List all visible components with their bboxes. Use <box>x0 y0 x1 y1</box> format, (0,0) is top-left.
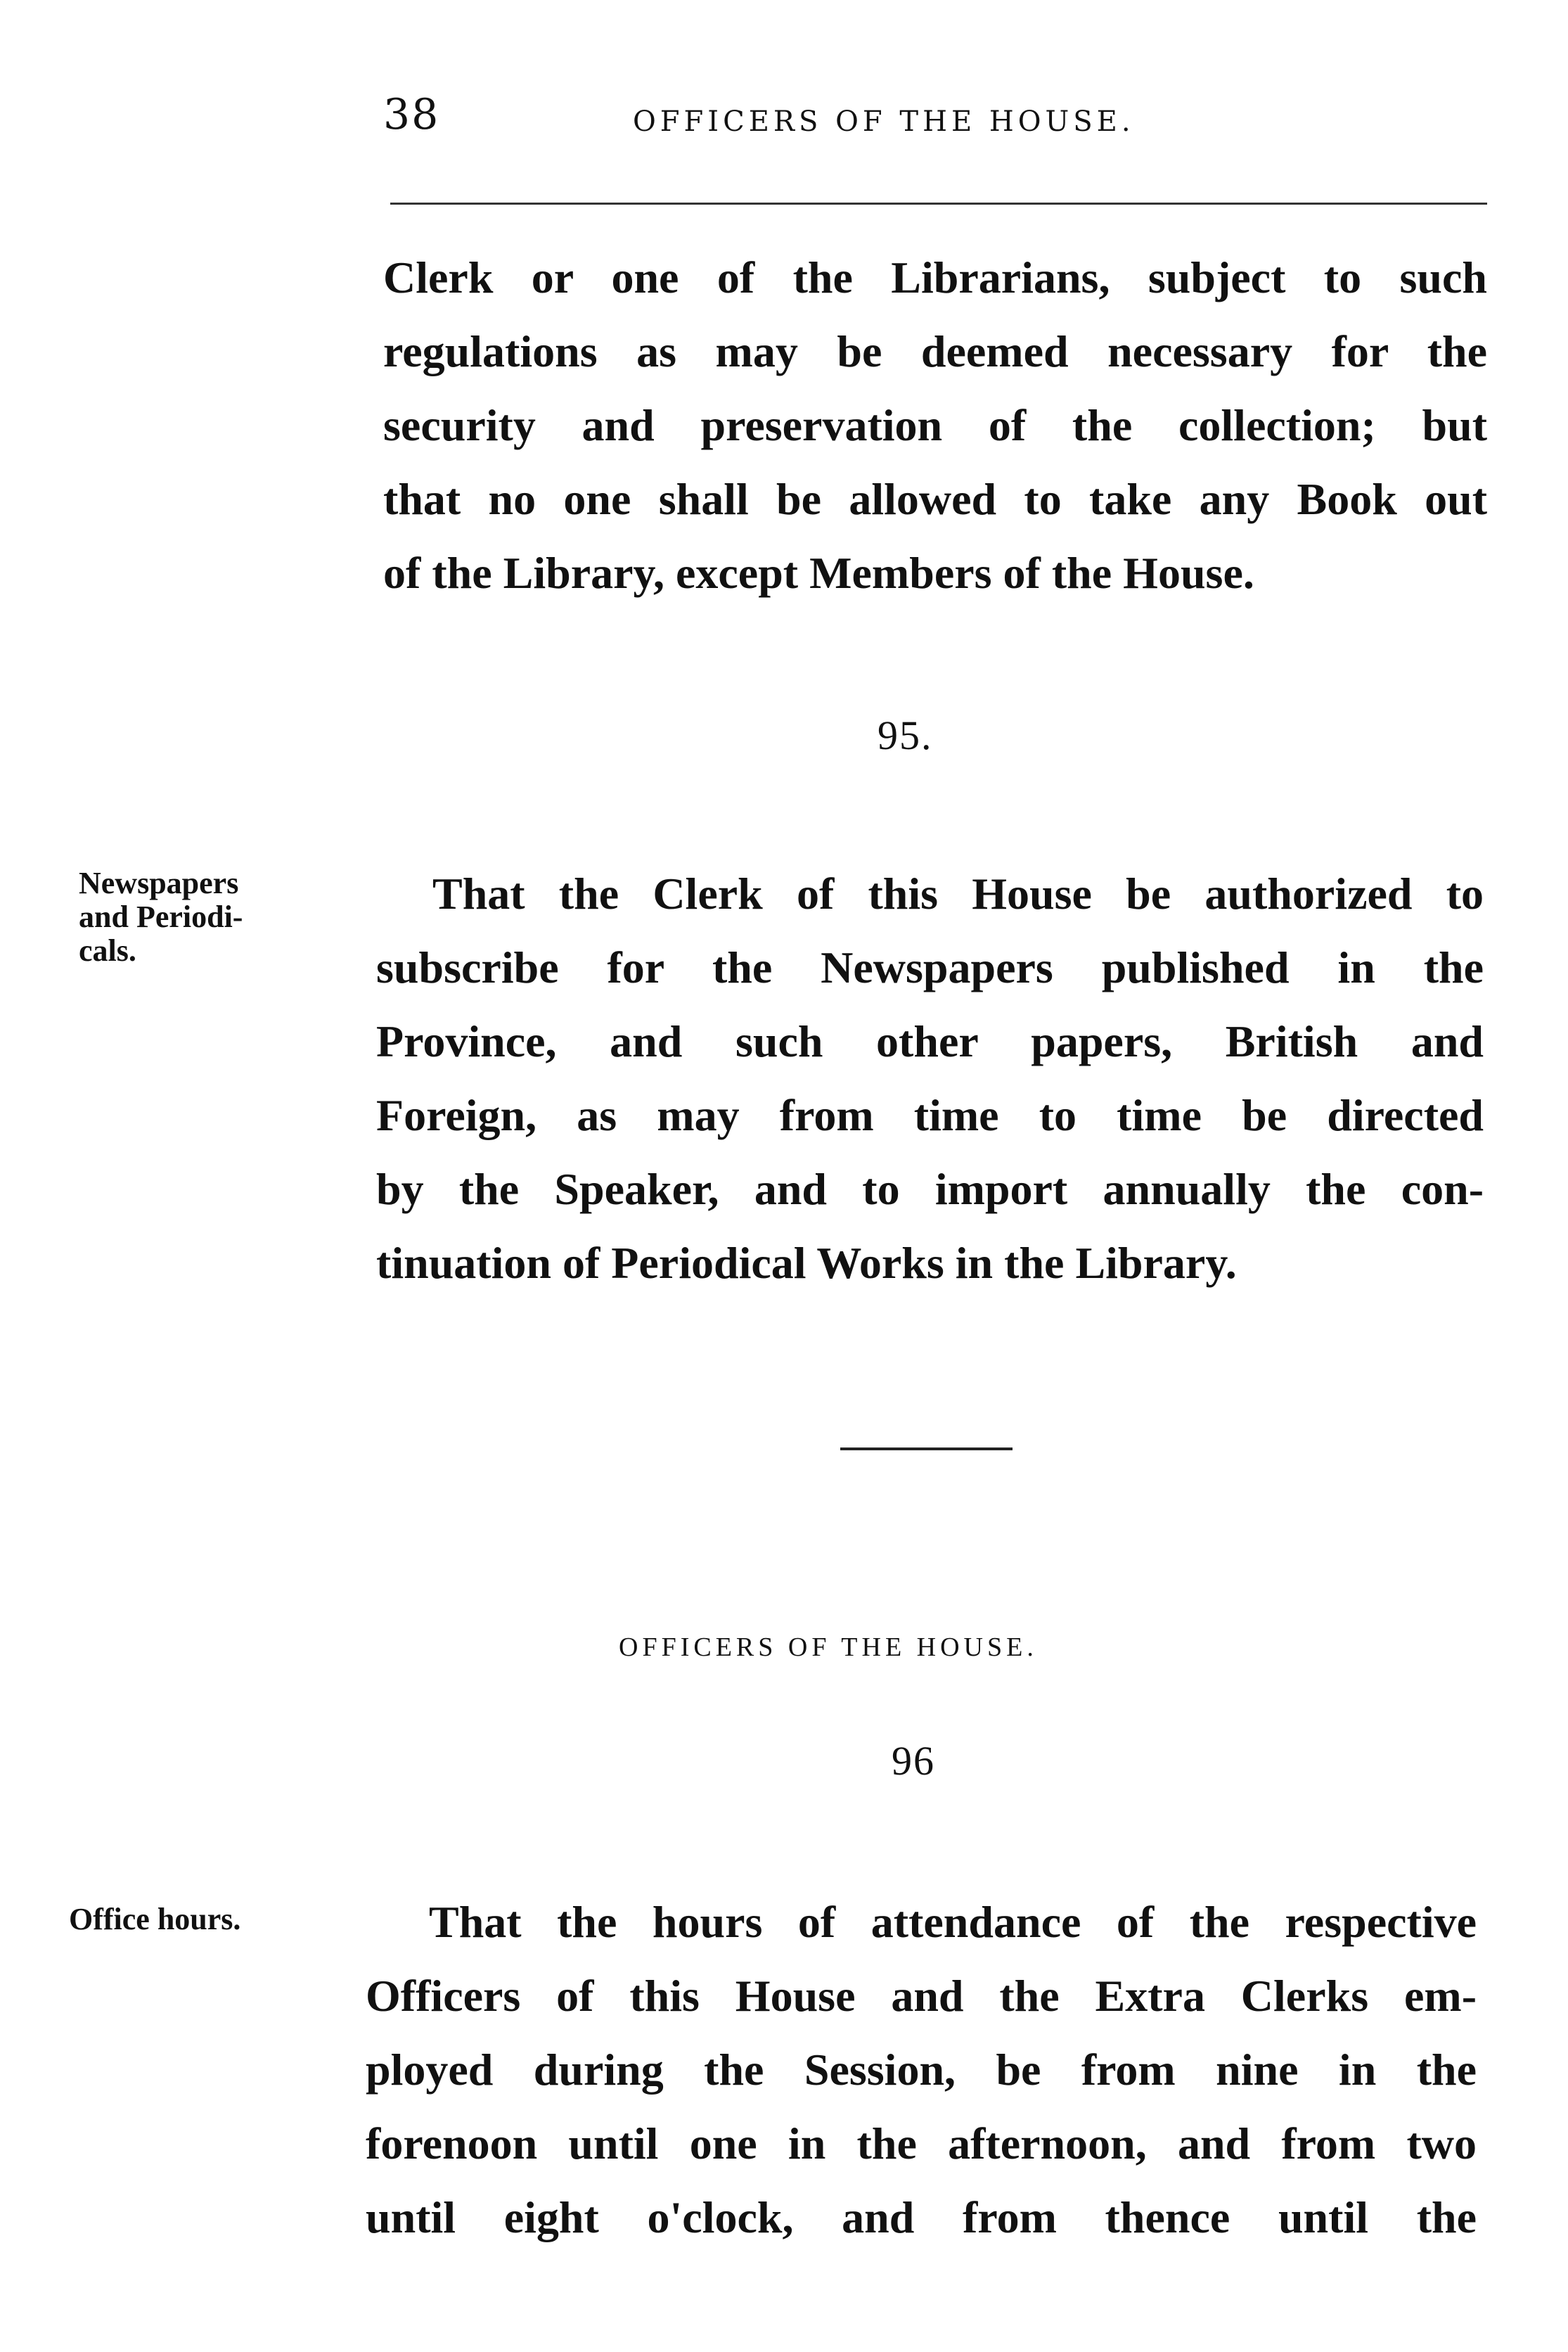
margin-note-line: Newspapers <box>79 866 239 900</box>
paragraph-line: of the Library, except Members of the House. <box>383 548 1254 598</box>
margin-note-line: Office hours. <box>69 1902 241 1936</box>
rule-number-95: 95. <box>878 712 933 758</box>
header-divider <box>390 203 1487 205</box>
rule-number-96: 96 <box>892 1738 935 1784</box>
paragraph-line: by the Speaker, and to import annually the con- <box>376 1164 1484 1214</box>
paragraph-line: That the Clerk of this House be authorized to <box>432 869 1484 919</box>
margin-note-office-hours <box>69 1903 240 1936</box>
paragraph-line: tinuation of Periodical Works in the Library. <box>376 1238 1237 1288</box>
paragraph-line: ployed during the Session, be from nine in the <box>366 2045 1477 2095</box>
running-title: OFFICERS OF THE HOUSE. <box>633 106 1135 138</box>
paragraph-line: that no one shall be allowed to take any Book out <box>383 474 1487 524</box>
section-divider <box>840 1447 1013 1450</box>
paragraph-line: That the hours of attendance of the respective <box>429 1897 1477 1947</box>
paragraph-line: subscribe for the Newspapers published in the <box>376 942 1484 992</box>
paragraph-line: security and preservation of the collection; but <box>383 400 1487 450</box>
paragraph-line: Province, and such other papers, British and <box>376 1016 1484 1066</box>
paragraph-line: Officers of this House and the Extra Clerks em- <box>366 1971 1477 2021</box>
section-heading: OFFICERS OF THE HOUSE. <box>619 1632 1038 1662</box>
paragraph-line: Clerk or one of the Librarians, subject to such <box>383 253 1487 302</box>
continuation-paragraph <box>383 241 1487 610</box>
paragraph-line: forenoon until one in the afternoon, and from two <box>366 2118 1477 2168</box>
margin-note-line: and Periodi- <box>79 900 243 934</box>
page-number: 38 <box>383 90 440 139</box>
rule-95-paragraph <box>376 857 1484 1300</box>
paragraph-line: until eight o'clock, and from thence until the <box>366 2192 1477 2242</box>
paragraph-line: regulations as may be deemed necessary for the <box>383 326 1487 376</box>
margin-note-line: cals. <box>79 933 136 968</box>
rule-96-paragraph <box>366 1885 1477 2254</box>
margin-note-newspapers <box>79 867 243 968</box>
paragraph-line: Foreign, as may from time to time be directed <box>376 1090 1484 1140</box>
